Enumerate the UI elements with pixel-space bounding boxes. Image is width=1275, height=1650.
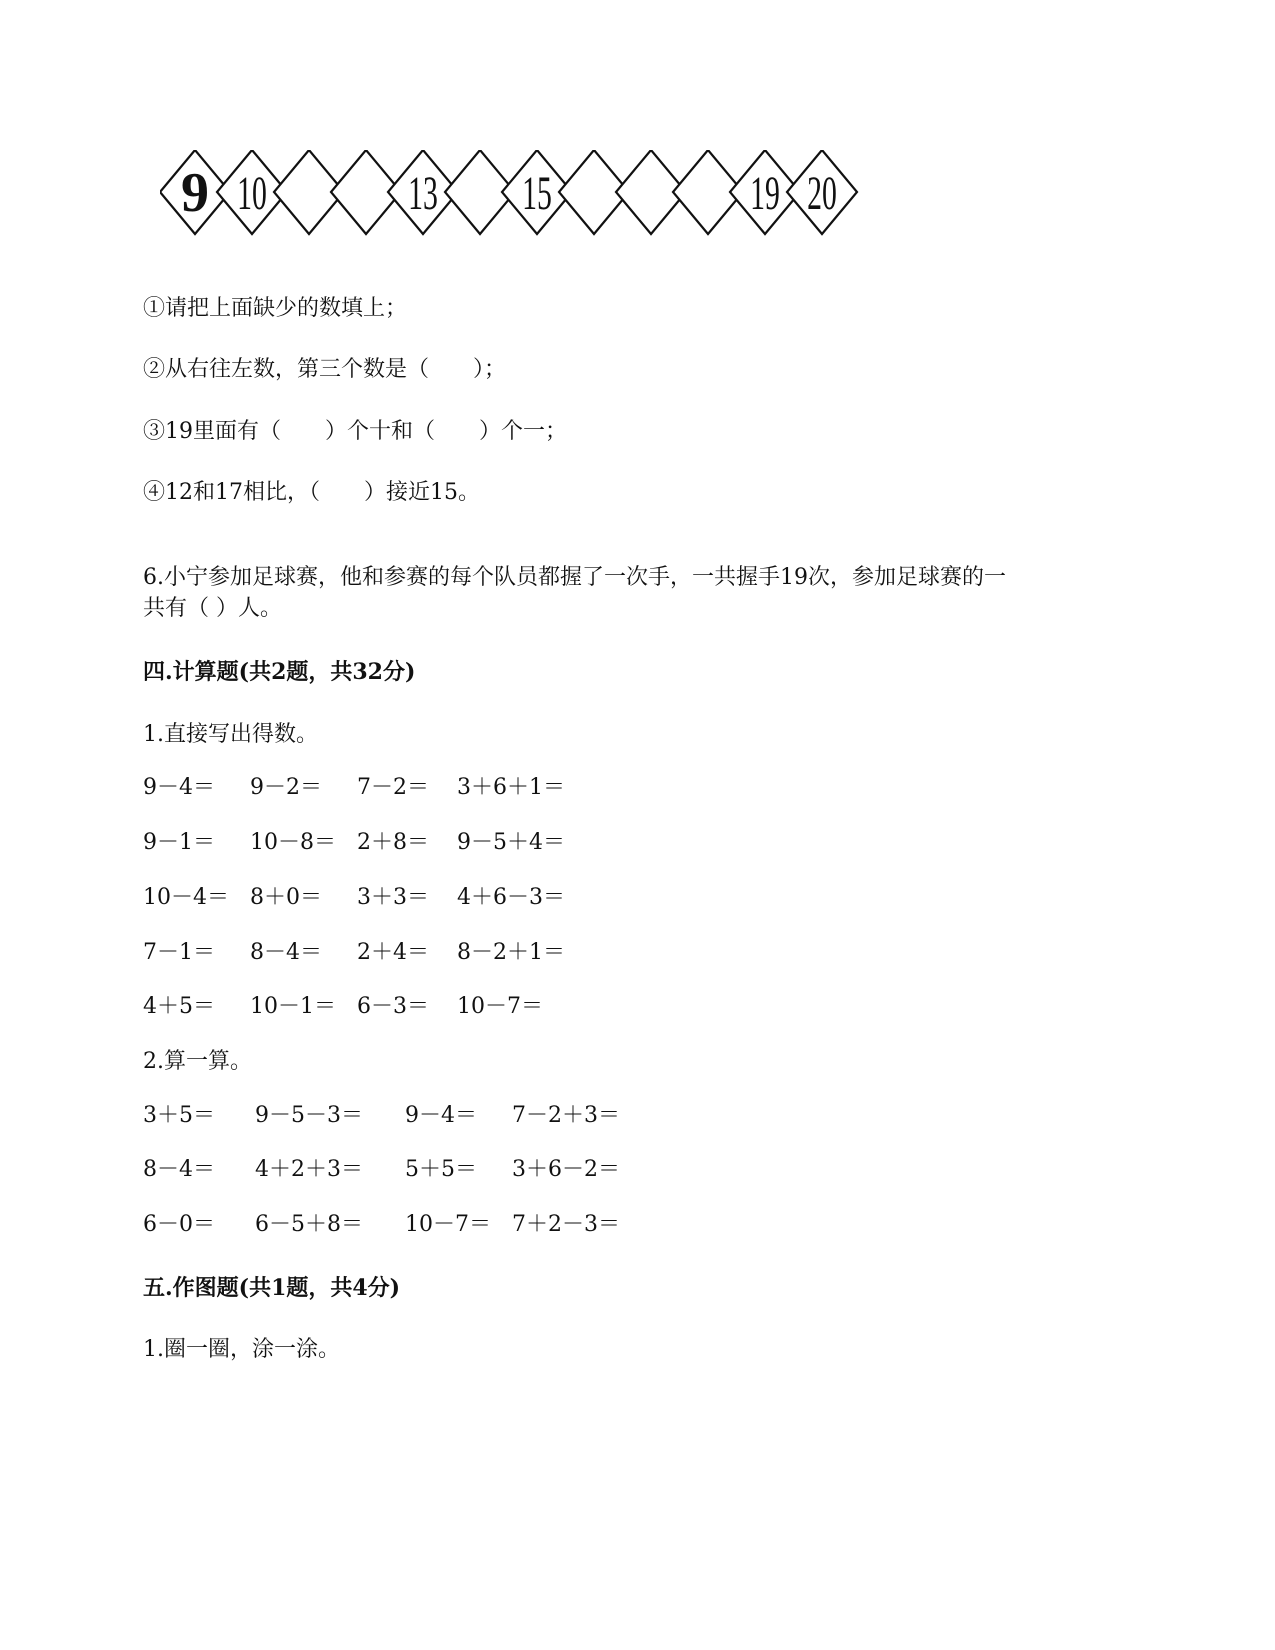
s5-q1-prompt: 1.圈一圈，涂一涂。	[143, 1337, 340, 1362]
equation-item: 10－4＝	[143, 885, 229, 910]
diamond-number: 13	[408, 165, 438, 220]
section-5-heading: 五.作图题(共1题，共4分)	[143, 1275, 401, 1301]
equation-item: 9－2＝	[250, 775, 322, 800]
equation-item: 7－2＋3＝	[512, 1103, 620, 1128]
equation-item: 4＋5＝	[143, 994, 215, 1019]
equation-item: 7－2＝	[357, 775, 429, 800]
equation-item: 9－4＝	[143, 775, 215, 800]
equation-item: 7＋2－3＝	[512, 1212, 620, 1237]
q5-part-4: ④12和17相比，（ ）接近15。	[143, 480, 480, 505]
equation-item: 7－1＝	[143, 940, 215, 965]
equation-item: 10－8＝	[250, 830, 336, 855]
diamond-number: 10	[237, 165, 267, 220]
equation-item: 3＋6－2＝	[512, 1157, 620, 1182]
equation-item: 8＋0＝	[250, 885, 322, 910]
equation-item: 6－3＝	[357, 994, 429, 1019]
equation-item: 9－1＝	[143, 830, 215, 855]
equation-item: 3＋6＋1＝	[457, 775, 565, 800]
equation-item: 10－1＝	[250, 994, 336, 1019]
q5-part-1: ①请把上面缺少的数填上；	[143, 296, 408, 321]
equation-item: 9－5＋4＝	[457, 830, 565, 855]
equation-item: 9－5－3＝	[255, 1103, 363, 1128]
section-4-heading: 四.计算题(共2题，共32分)	[143, 659, 416, 685]
s4-q1-prompt: 1.直接写出得数。	[143, 722, 318, 747]
equation-item: 2＋4＝	[357, 940, 429, 965]
equation-item: 8－4＝	[143, 1157, 215, 1182]
s4-q2-prompt: 2.算一算。	[143, 1049, 252, 1074]
diamond-number: 20	[807, 165, 837, 220]
equation-item: 9－4＝	[405, 1103, 477, 1128]
equation-item: 10－7＝	[457, 994, 543, 1019]
q5-part-3: ③19里面有（ ）个十和（ ）个一；	[143, 419, 567, 444]
equation-item: 6－5＋8＝	[255, 1212, 363, 1237]
equation-item: 3＋5＝	[143, 1103, 215, 1128]
equation-item: 2＋8＝	[357, 830, 429, 855]
equation-item: 8－2＋1＝	[457, 940, 565, 965]
diamond-number: 15	[522, 165, 552, 220]
equation-item: 4＋2＋3＝	[255, 1157, 363, 1182]
equation-item: 5＋5＝	[405, 1157, 477, 1182]
q6-line-1: 6.小宁参加足球赛，他和参赛的每个队员都握了一次手，一共握手19次，参加足球赛的一	[143, 565, 1006, 590]
diamond-number: 9	[181, 162, 209, 224]
equation-item: 8－4＝	[250, 940, 322, 965]
q5-part-2: ②从右往左数，第三个数是（ ）；	[143, 357, 507, 382]
diamond-number-sequence	[160, 150, 860, 242]
equation-item: 10－7＝	[405, 1212, 491, 1237]
equation-item: 6－0＝	[143, 1212, 215, 1237]
equation-item: 3＋3＝	[357, 885, 429, 910]
q6-line-2: 共有（ ）人。	[143, 596, 282, 621]
diamond-number: 19	[750, 165, 780, 220]
equation-item: 4＋6－3＝	[457, 885, 565, 910]
